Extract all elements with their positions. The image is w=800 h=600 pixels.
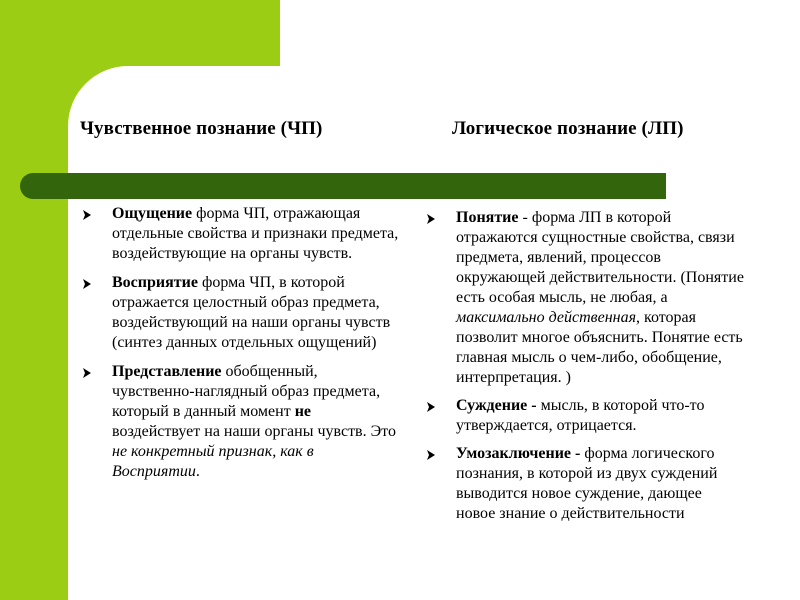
list-item-inference [426, 444, 744, 524]
definition: форма ЧП, в которой отражается целостный образ предмета, воздействующий на наши органы чувств (синтез данных отдельных ощущений) [112, 274, 391, 351]
definition: воздействует на наши органы чувств. Это [112, 423, 396, 440]
term: Ощущение [112, 205, 193, 222]
italic-note: не конкретный признак, как в Восприятии [112, 443, 314, 480]
definition: обобщенный, чувственно-наглядный образ предмета, который в данный момент [112, 363, 381, 420]
divider-bar [20, 173, 666, 199]
arrow-bullet-icon [426, 402, 436, 412]
logical-list [426, 208, 744, 532]
arrow-bullet-icon [82, 210, 92, 220]
arrow-bullet-icon [82, 279, 92, 289]
list-item-perception [82, 273, 402, 353]
definition: . [195, 463, 200, 480]
term: Умозаключение - [456, 445, 581, 462]
list-item-judgement [426, 396, 744, 436]
arrow-bullet-icon [82, 368, 92, 378]
definition: - форма ЛП в которой отражаются сущностные свойства, связи предмета, явлений, процессов окружающей действительности. (Понятие есть особая мысль, не любая, а [456, 209, 744, 306]
term: Суждение - [456, 397, 537, 414]
heading-logical-cognition: Логическое познание (ЛП) [452, 118, 684, 139]
list-item-representation [82, 362, 402, 482]
italic-note: максимально действенная [456, 309, 636, 326]
definition: форма ЧП, отражающая отдельные свойства и признаки предмета, воздействующие на органы чувств. [112, 205, 399, 262]
definition: форма логического познания, в которой из двух суждений выводится новое суждение, дающее новое знание о действительности [456, 445, 718, 522]
term: Восприятие [112, 274, 198, 291]
heading-sensory-cognition: Чувственное познание (ЧП) [80, 118, 323, 139]
term: Представление [112, 363, 222, 380]
definition: , которая позволит многое объяснить. Понятие есть главная мысль о чем-либо, обобщение, интерпретация. ) [456, 309, 743, 386]
emphasis: не [294, 403, 312, 420]
term: Понятие [456, 209, 519, 226]
sensory-list [82, 204, 402, 491]
arrow-bullet-icon [426, 214, 436, 224]
arrow-bullet-icon [426, 450, 436, 460]
list-item-concept [426, 208, 744, 388]
list-item-sensation [82, 204, 402, 264]
definition: мысль, в которой что-то утверждается, отрицается. [456, 397, 705, 434]
